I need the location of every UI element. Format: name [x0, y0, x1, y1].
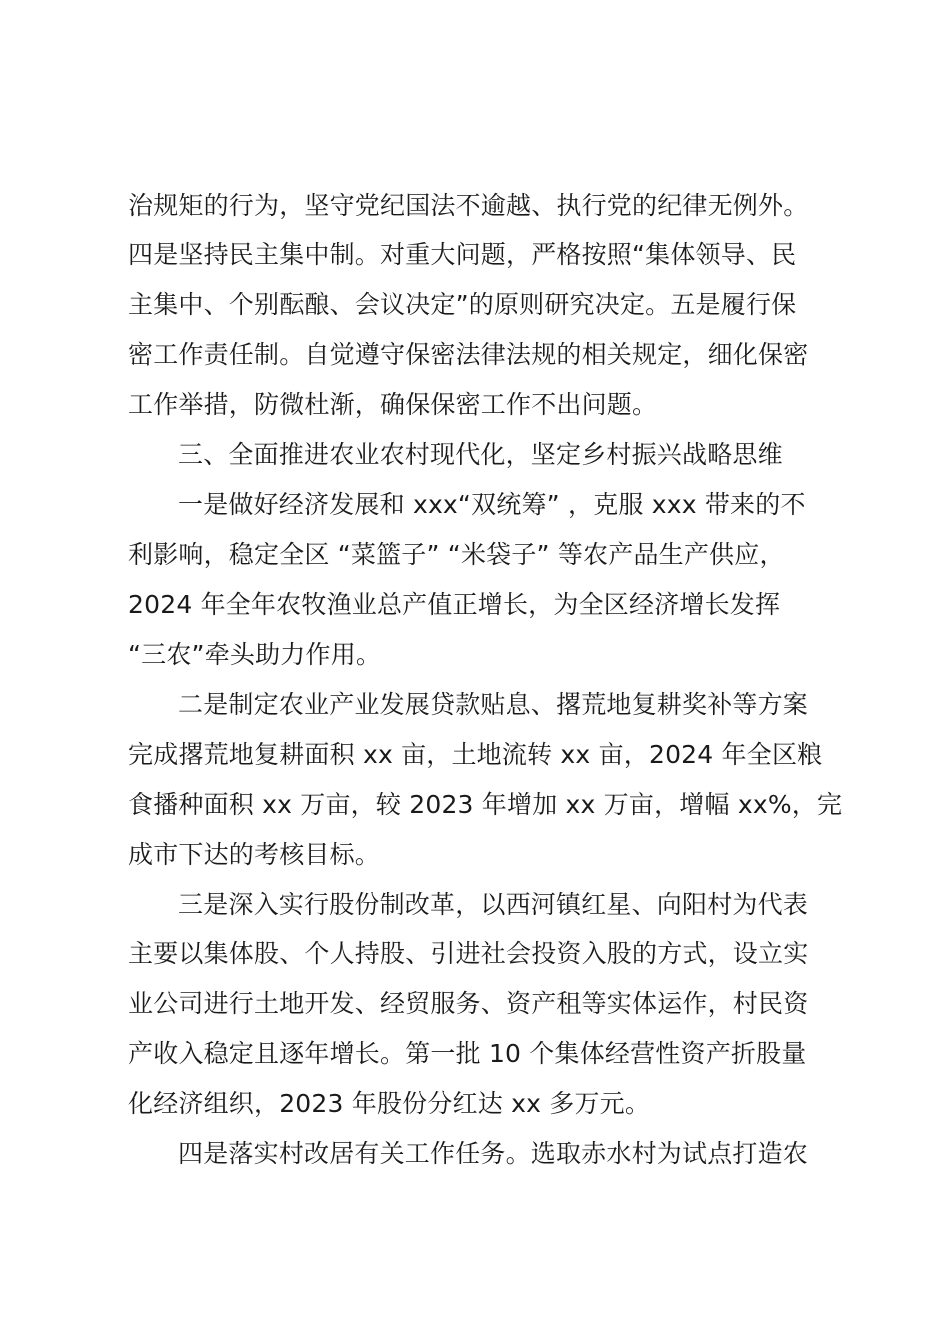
text-line: 食播种面积 xx 万亩，较 2023 年增加 xx 万亩，增幅 xx%，完 — [128, 790, 843, 819]
text-line: 产收入稳定且逐年增长。第一批 10 个集体经营性资产折股量 — [128, 1039, 807, 1068]
text-line: 主集中、个别酝酿、会议决定”的原则研究决定。五是履行保 — [128, 290, 797, 319]
text-line: 一是做好经济发展和 xxx“双统筹” ，克服 xxx 带来的不 — [178, 490, 806, 519]
text-line: 成市下达的考核目标。 — [128, 840, 381, 869]
text-line: 密工作责任制。自觉遵守保密法律法规的相关规定，细化保密 — [128, 340, 809, 369]
text-line: 业公司进行土地开发、经贸服务、资产租等实体运作，村民资 — [128, 989, 809, 1018]
text-line: 四是落实村改居有关工作任务。选取赤水村为试点打造农 — [178, 1139, 809, 1168]
text-line: 完成撂荒地复耕面积 xx 亩，土地流转 xx 亩，2024 年全区粮 — [128, 740, 823, 769]
text-line: 主要以集体股、个人持股、引进社会投资入股的方式，设立实 — [128, 939, 809, 968]
text-line: 化经济组织，2023 年股份分红达 xx 多万元。 — [128, 1089, 651, 1118]
text-line: “三农”牵头助力作用。 — [128, 640, 382, 669]
text-line: 治规矩的行为，坚守党纪国法不逾越、执行党的纪律无例外。 — [128, 191, 809, 220]
text-line: 利影响，稳定全区 “菜篮子” “米袋子” 等农产品生产供应， — [128, 540, 785, 569]
section-heading: 三、全面推进农业农村现代化，坚定乡村振兴战略思维 — [178, 440, 783, 469]
text-line: 2024 年全年农牧渔业总产值正增长，为全区经济增长发挥 — [128, 590, 781, 619]
text-line: 工作举措，防微杜渐，确保保密工作不出问题。 — [128, 390, 658, 419]
text-line: 四是坚持民主集中制。对重大问题，严格按照“集体领导、民 — [128, 240, 797, 269]
text-line: 二是制定农业产业发展贷款贴息、撂荒地复耕奖补等方案 — [178, 690, 809, 719]
text-line: 三是深入实行股份制改革，以西河镇红星、向阳村为代表 — [178, 890, 809, 919]
